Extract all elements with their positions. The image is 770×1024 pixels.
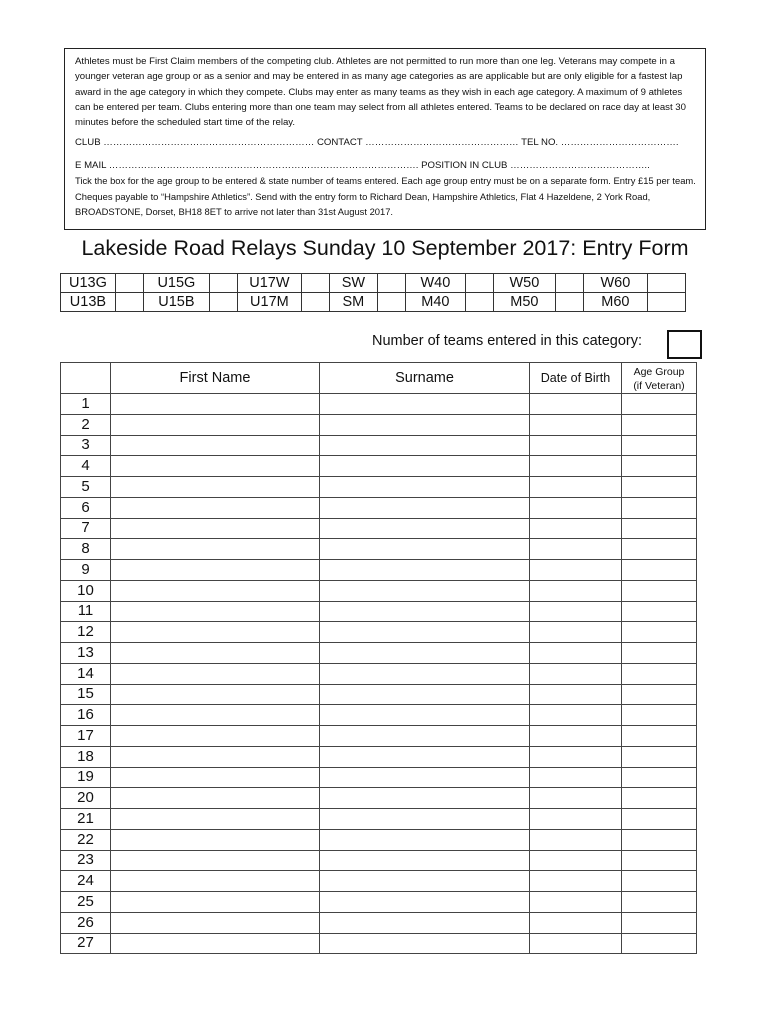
date-of-birth-cell[interactable] (530, 643, 622, 664)
surname-cell[interactable] (320, 746, 530, 767)
row-number: 26 (61, 912, 111, 933)
row-number: 8 (61, 539, 111, 560)
row-number: 6 (61, 497, 111, 518)
club-contact-line: CLUB ………………………………………………………… CONTACT ………………………………………… TEL NO. ………………………………. (75, 137, 679, 149)
first-name-cell[interactable] (111, 601, 320, 622)
row-number: 17 (61, 726, 111, 747)
table-row (61, 560, 697, 581)
table-row (61, 726, 697, 747)
table-row (61, 892, 697, 913)
first-name-cell[interactable] (111, 912, 320, 933)
category-label: U17W (237, 274, 301, 293)
age-group-cell[interactable] (622, 829, 697, 850)
surname-cell[interactable] (320, 477, 530, 498)
date-of-birth-cell[interactable] (530, 518, 622, 539)
date-of-birth-cell[interactable] (530, 788, 622, 809)
category-checkbox[interactable] (209, 293, 237, 312)
category-checkbox[interactable] (209, 274, 237, 293)
first-name-cell[interactable] (111, 518, 320, 539)
email-position-line: E MAIL ……………………………………………………………………………………. POSITION IN CLUB …………………………………….. (75, 160, 650, 172)
row-number: 10 (61, 580, 111, 601)
number-column-header (61, 363, 111, 394)
category-checkbox[interactable] (377, 293, 405, 312)
category-checkbox[interactable] (465, 293, 493, 312)
table-row (61, 518, 697, 539)
surname-cell[interactable] (320, 497, 530, 518)
row-number: 12 (61, 622, 111, 643)
entry-rows (61, 394, 697, 954)
row-number: 11 (61, 601, 111, 622)
age-group-cell[interactable] (622, 414, 697, 435)
category-label: SM (329, 293, 377, 312)
first-name-cell[interactable] (111, 767, 320, 788)
first-name-header: First Name (111, 363, 320, 394)
date-of-birth-cell[interactable] (530, 435, 622, 456)
row-number: 18 (61, 746, 111, 767)
row-number: 13 (61, 643, 111, 664)
table-row (61, 456, 697, 477)
surname-cell[interactable] (320, 726, 530, 747)
age-group-cell[interactable] (622, 663, 697, 684)
date-of-birth-cell[interactable] (530, 871, 622, 892)
first-name-cell[interactable] (111, 394, 320, 415)
date-of-birth-cell[interactable] (530, 663, 622, 684)
category-row-girls-women (61, 274, 686, 293)
surname-cell[interactable] (320, 560, 530, 581)
table-row (61, 850, 697, 871)
category-checkbox[interactable] (115, 293, 143, 312)
category-label: W40 (405, 274, 465, 293)
first-name-cell[interactable] (111, 435, 320, 456)
teams-count-box[interactable] (667, 330, 702, 359)
age-group-header-line1: Age Group (633, 365, 685, 378)
age-group-cell[interactable] (622, 788, 697, 809)
category-checkbox[interactable] (465, 274, 493, 293)
row-number: 3 (61, 435, 111, 456)
first-name-cell[interactable] (111, 788, 320, 809)
surname-cell[interactable] (320, 933, 530, 954)
row-number: 9 (61, 560, 111, 581)
first-name-cell[interactable] (111, 456, 320, 477)
date-of-birth-cell[interactable] (530, 539, 622, 560)
table-row (61, 705, 697, 726)
table-row (61, 643, 697, 664)
age-group-cell[interactable] (622, 394, 697, 415)
age-group-cell[interactable] (622, 933, 697, 954)
surname-cell[interactable] (320, 539, 530, 560)
category-checkbox[interactable] (301, 274, 329, 293)
row-number: 2 (61, 414, 111, 435)
row-number: 14 (61, 663, 111, 684)
date-of-birth-cell[interactable] (530, 892, 622, 913)
date-of-birth-cell[interactable] (530, 601, 622, 622)
row-number: 25 (61, 892, 111, 913)
category-label: SW (329, 274, 377, 293)
age-group-cell[interactable] (622, 892, 697, 913)
table-row (61, 788, 697, 809)
row-number: 7 (61, 518, 111, 539)
category-checkbox[interactable] (555, 274, 583, 293)
row-number: 5 (61, 477, 111, 498)
table-row (61, 539, 697, 560)
surname-cell[interactable] (320, 850, 530, 871)
date-of-birth-cell[interactable] (530, 726, 622, 747)
category-label: M50 (493, 293, 555, 312)
first-name-cell[interactable] (111, 809, 320, 830)
table-row (61, 663, 697, 684)
age-group-cell[interactable] (622, 684, 697, 705)
age-group-cell[interactable] (622, 560, 697, 581)
date-of-birth-cell[interactable] (530, 705, 622, 726)
age-group-cell[interactable] (622, 643, 697, 664)
date-of-birth-cell[interactable] (530, 829, 622, 850)
category-label: U13B (61, 293, 116, 312)
first-name-cell[interactable] (111, 663, 320, 684)
row-number: 19 (61, 767, 111, 788)
category-label: U15G (143, 274, 209, 293)
table-row (61, 746, 697, 767)
age-group-cell[interactable] (622, 912, 697, 933)
category-checkbox[interactable] (647, 293, 685, 312)
surname-cell[interactable] (320, 684, 530, 705)
row-number: 21 (61, 809, 111, 830)
surname-cell[interactable] (320, 663, 530, 684)
age-group-cell[interactable] (622, 726, 697, 747)
row-number: 24 (61, 871, 111, 892)
table-row (61, 829, 697, 850)
table-row (61, 394, 697, 415)
first-name-cell[interactable] (111, 933, 320, 954)
age-group-cell[interactable] (622, 435, 697, 456)
first-name-cell[interactable] (111, 497, 320, 518)
age-group-cell[interactable] (622, 705, 697, 726)
date-of-birth-cell[interactable] (530, 809, 622, 830)
row-number: 15 (61, 684, 111, 705)
first-name-cell[interactable] (111, 871, 320, 892)
table-row (61, 767, 697, 788)
athlete-entry-table (60, 362, 697, 954)
surname-cell[interactable] (320, 871, 530, 892)
age-group-cell[interactable] (622, 746, 697, 767)
surname-cell[interactable] (320, 518, 530, 539)
age-group-cell[interactable] (622, 518, 697, 539)
date-of-birth-cell[interactable] (530, 622, 622, 643)
age-group-cell[interactable] (622, 767, 697, 788)
table-row (61, 871, 697, 892)
row-number: 4 (61, 456, 111, 477)
surname-cell[interactable] (320, 456, 530, 477)
age-group-cell[interactable] (622, 539, 697, 560)
age-category-grid (60, 273, 686, 312)
date-of-birth-cell[interactable] (530, 394, 622, 415)
teams-count-label: Number of teams entered in this category: (372, 333, 642, 349)
category-checkbox[interactable] (555, 293, 583, 312)
date-of-birth-cell[interactable] (530, 684, 622, 705)
date-of-birth-cell[interactable] (530, 850, 622, 871)
table-row (61, 622, 697, 643)
surname-cell[interactable] (320, 892, 530, 913)
entry-header-row (61, 363, 697, 394)
table-row (61, 414, 697, 435)
row-number: 16 (61, 705, 111, 726)
surname-cell[interactable] (320, 705, 530, 726)
first-name-cell[interactable] (111, 726, 320, 747)
date-of-birth-cell[interactable] (530, 497, 622, 518)
surname-cell[interactable] (320, 435, 530, 456)
date-of-birth-cell[interactable] (530, 414, 622, 435)
surname-cell[interactable] (320, 809, 530, 830)
surname-cell[interactable] (320, 601, 530, 622)
surname-cell[interactable] (320, 788, 530, 809)
table-row (61, 477, 697, 498)
date-of-birth-cell[interactable] (530, 580, 622, 601)
category-label: M60 (583, 293, 647, 312)
row-number: 27 (61, 933, 111, 954)
age-group-cell[interactable] (622, 871, 697, 892)
entry-instructions: Tick the box for the age group to be entered & state number of teams entered. Each age group entry must be on a separate form. Entry £15 per team. Cheques payable to “Hampshire Athletics”. Send with the entry form to Richard Dean, Hampshire Athletics, Flat 4 Hazeldene, 2 York Road, BROADSTONE, Dorset, BH18 8ET to arrive not later than 31st August 2017. (75, 175, 696, 217)
date-of-birth-cell[interactable] (530, 767, 622, 788)
date-of-birth-cell[interactable] (530, 746, 622, 767)
surname-cell[interactable] (320, 912, 530, 933)
table-row (61, 933, 697, 954)
surname-cell[interactable] (320, 767, 530, 788)
category-checkbox[interactable] (115, 274, 143, 293)
table-row (61, 497, 697, 518)
category-label: U15B (143, 293, 209, 312)
surname-cell[interactable] (320, 643, 530, 664)
age-group-cell[interactable] (622, 622, 697, 643)
first-name-cell[interactable] (111, 539, 320, 560)
first-name-cell[interactable] (111, 622, 320, 643)
table-row (61, 912, 697, 933)
date-of-birth-cell[interactable] (530, 933, 622, 954)
date-of-birth-cell[interactable] (530, 456, 622, 477)
row-number: 1 (61, 394, 111, 415)
date-of-birth-cell[interactable] (530, 912, 622, 933)
first-name-cell[interactable] (111, 414, 320, 435)
category-label: W60 (583, 274, 647, 293)
first-name-cell[interactable] (111, 746, 320, 767)
surname-header: Surname (320, 363, 530, 394)
rules-paragraph: Athletes must be First Claim members of the competing club. Athletes are not permitted to run more than one leg. Veterans may compete in a younger veteran age group or as a senior and may be entered in as many age categories as are applicable but are only eligible for a fastest lap award in the age category in which they compete. Clubs may enter as many teams as they wish in each age category. A maximum of 9 athletes can be entered per team. Clubs entering more than one team may select from all athletes entered. Teams to be declared on race day at least 30 minutes before the scheduled start time of the relay. (75, 56, 686, 129)
surname-cell[interactable] (320, 394, 530, 415)
surname-cell[interactable] (320, 580, 530, 601)
table-row (61, 809, 697, 830)
category-label: U13G (61, 274, 116, 293)
category-checkbox[interactable] (377, 274, 405, 293)
surname-cell[interactable] (320, 829, 530, 850)
age-group-cell[interactable] (622, 809, 697, 830)
row-number: 20 (61, 788, 111, 809)
row-number: 22 (61, 829, 111, 850)
age-group-cell[interactable] (622, 850, 697, 871)
surname-cell[interactable] (320, 414, 530, 435)
age-group-cell[interactable] (622, 456, 697, 477)
category-label: M40 (405, 293, 465, 312)
age-group-cell[interactable] (622, 497, 697, 518)
first-name-cell[interactable] (111, 850, 320, 871)
surname-cell[interactable] (320, 622, 530, 643)
table-row (61, 435, 697, 456)
first-name-cell[interactable] (111, 643, 320, 664)
category-checkbox[interactable] (301, 293, 329, 312)
age-group-header (622, 363, 697, 394)
category-label: W50 (493, 274, 555, 293)
category-label: U17M (237, 293, 301, 312)
first-name-cell[interactable] (111, 684, 320, 705)
age-group-cell[interactable] (622, 580, 697, 601)
category-checkbox[interactable] (647, 274, 685, 293)
first-name-cell[interactable] (111, 705, 320, 726)
date-of-birth-cell[interactable] (530, 477, 622, 498)
date-of-birth-header: Date of Birth (530, 363, 622, 394)
rules-box (64, 48, 706, 230)
row-number: 23 (61, 850, 111, 871)
table-row (61, 601, 697, 622)
first-name-cell[interactable] (111, 829, 320, 850)
table-row (61, 684, 697, 705)
age-group-header-line2: (if Veteran) (633, 379, 685, 392)
first-name-cell[interactable] (111, 477, 320, 498)
date-of-birth-cell[interactable] (530, 560, 622, 581)
first-name-cell[interactable] (111, 580, 320, 601)
first-name-cell[interactable] (111, 892, 320, 913)
category-row-boys-men (61, 293, 686, 312)
age-group-cell[interactable] (622, 601, 697, 622)
table-row (61, 580, 697, 601)
age-group-cell[interactable] (622, 477, 697, 498)
first-name-cell[interactable] (111, 560, 320, 581)
form-title: Lakeside Road Relays Sunday 10 September 2017: Entry Form (81, 236, 689, 260)
